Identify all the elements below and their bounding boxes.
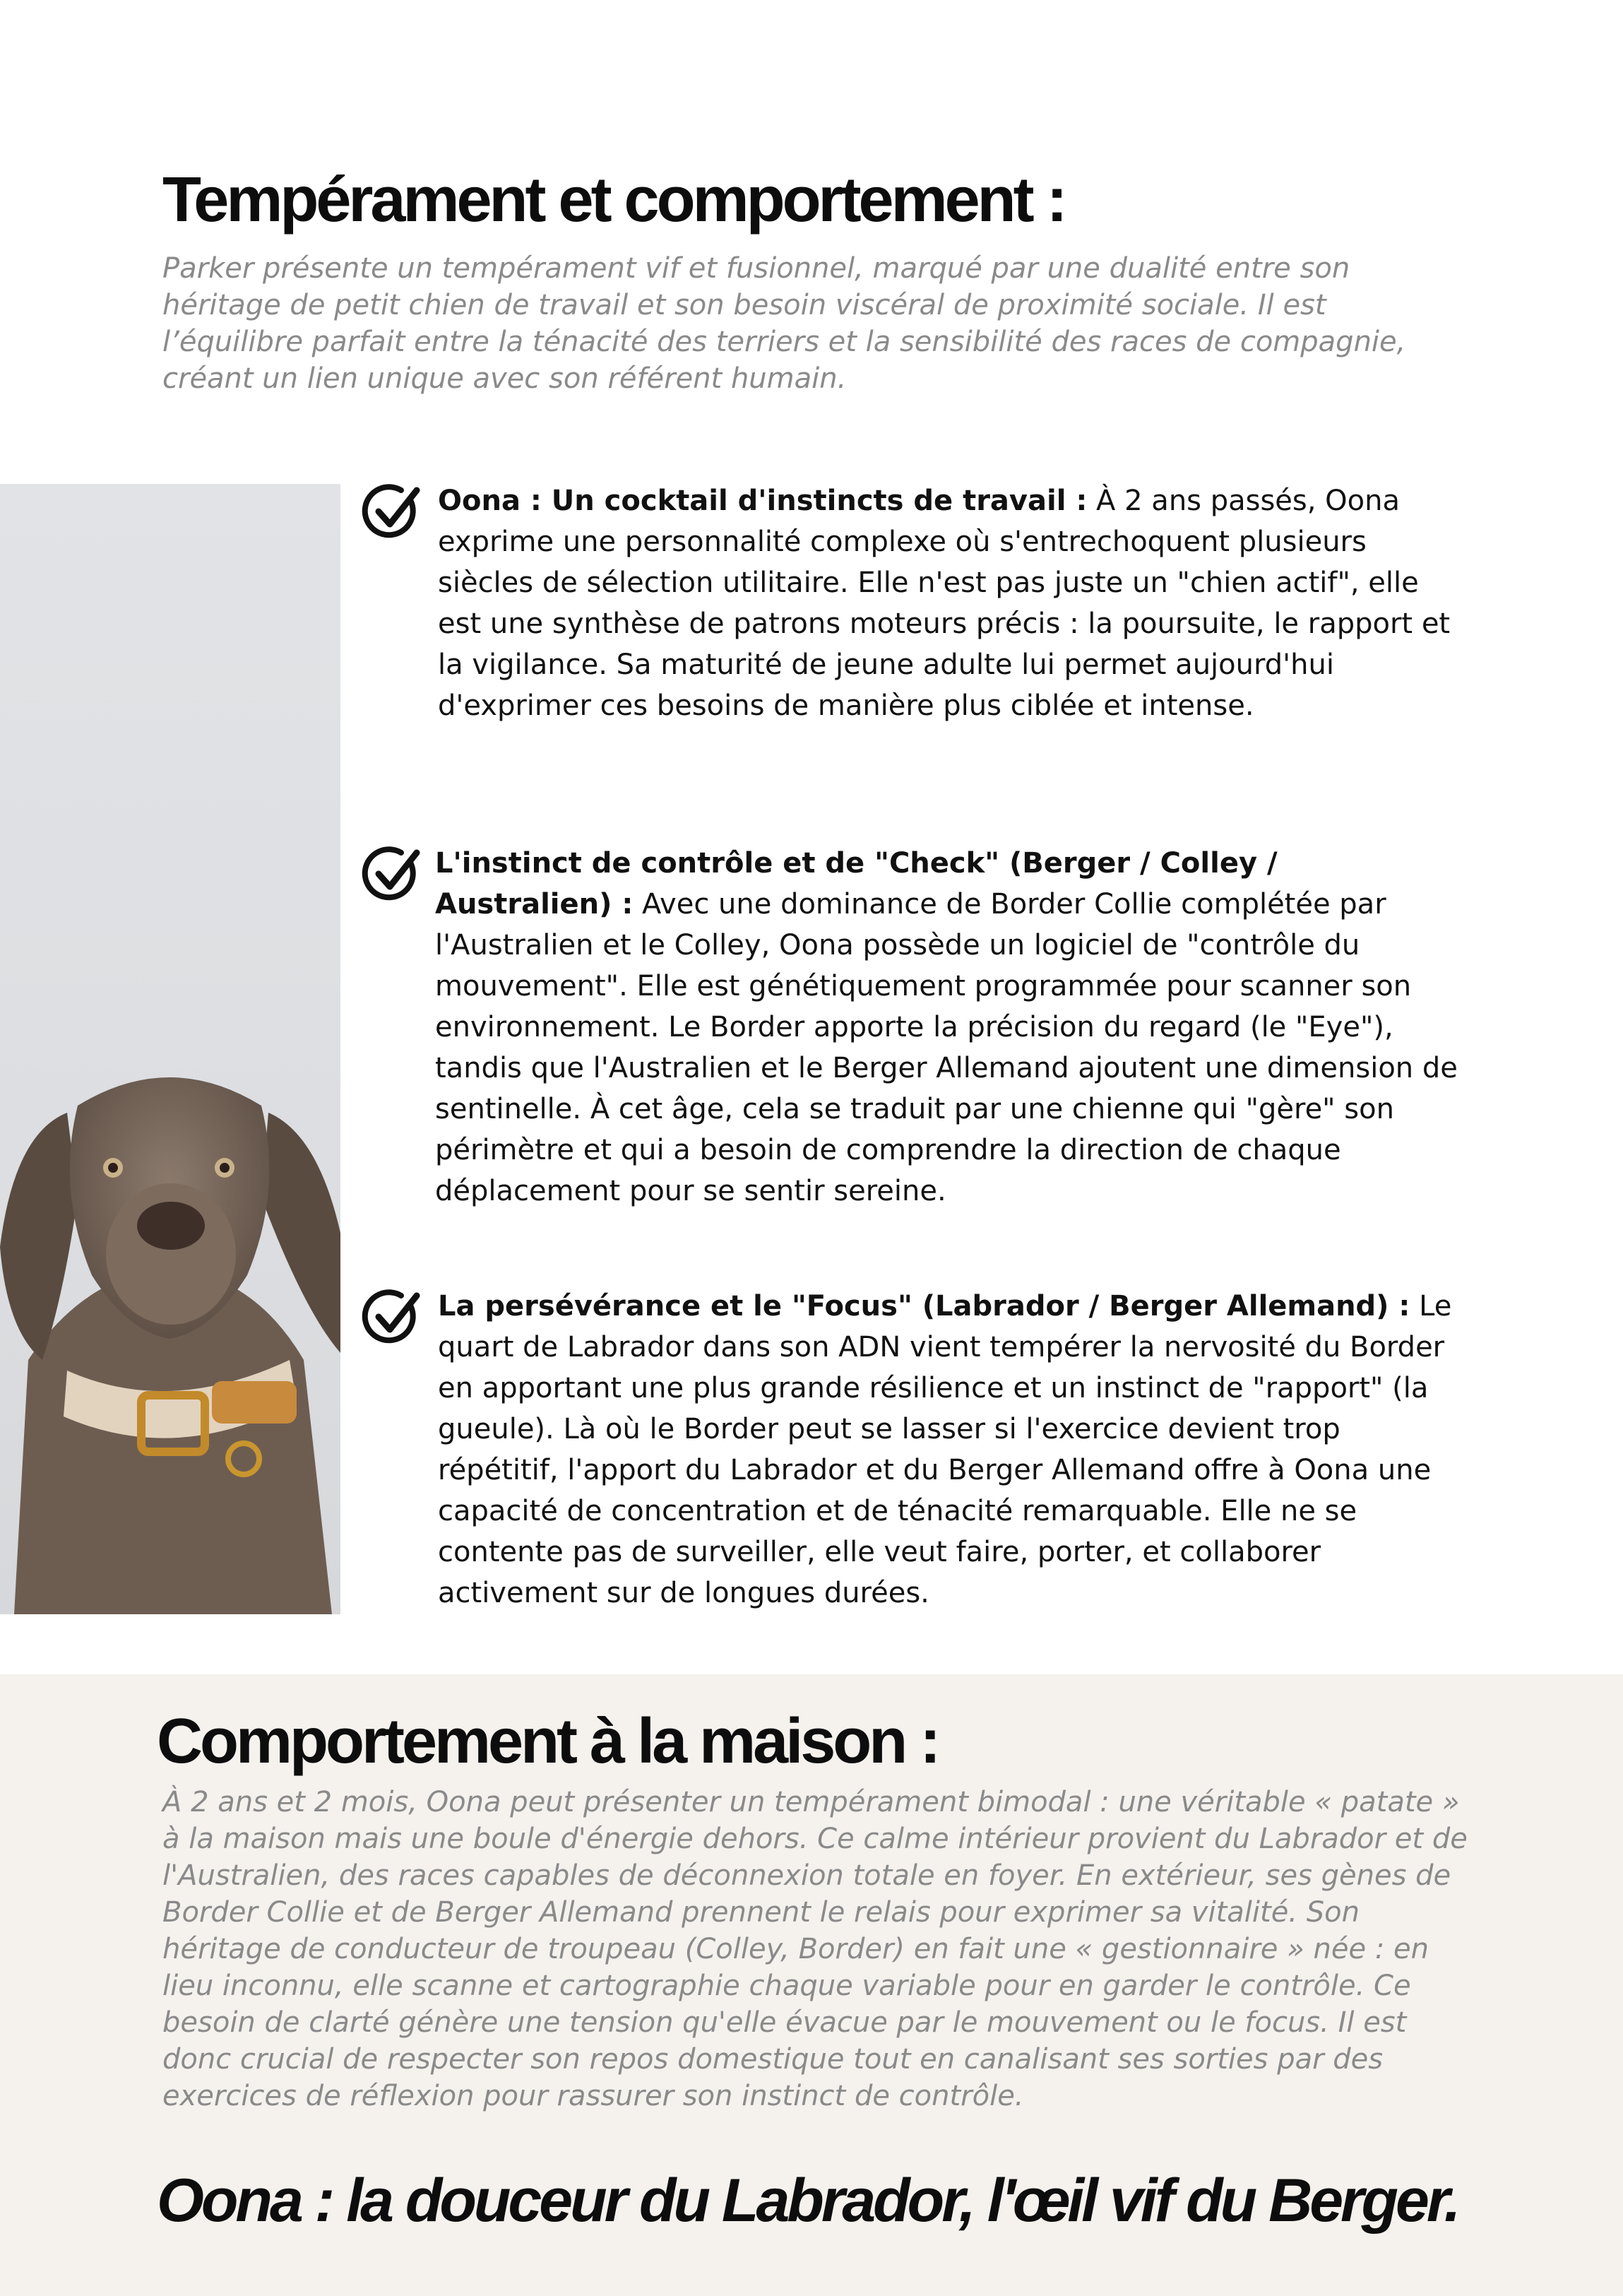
check-circle-icon xyxy=(360,843,421,904)
check-circle-icon xyxy=(360,480,421,541)
point-text xyxy=(435,843,1462,1212)
check-circle-icon xyxy=(360,1286,421,1347)
point-control-check xyxy=(360,843,1462,1212)
point-body: Avec une dominance de Border Collie complétée par l'Australien et le Colley, Oona possède un logiciel de "contrôle du mouvement". Elle est génétiquement programmée pour scanner son environnement. Le Border apporte la précision du regard (le "Eye"), tandis que l'Australien et le Berger Allemand ajoutent une dimension de sentinelle. À cet âge, cela se traduit par une chienne qui "gère" son périmètre et qui a besoin de comprendre la direction de chaque déplacement pour se sentir sereine. xyxy=(435,888,1458,1207)
dog-photo xyxy=(0,484,340,1614)
point-work-instincts xyxy=(360,480,1462,726)
tagline: Oona : la douceur du Labrador, l'œil vif du Berger. xyxy=(157,2167,1458,2235)
point-body: Le quart de Labrador dans son ADN vient tempérer la nervosité du Border en apportant une plus grande résilience et un instinct de "rapport" (la gueule). Là où le Border peut se lasser si l'exercice devient trop répétitif, l'apport du Labrador et du Berger Allemand offre à Oona une capacité de concentration et de ténacité remarquable. Elle ne se contente pas de surveiller, elle veut faire, porter, et collaborer activement sur de longues durées. xyxy=(438,1290,1452,1609)
point-perseverance-focus xyxy=(360,1286,1462,1614)
temperament-intro: Parker présente un tempérament vif et fusionnel, marqué par une dualité entre son héritage de petit chien de travail et son besoin viscéral de proximité sociale. Il est l’équilibre parfait entre la ténacité des terriers et la sensibilité des races de compagnie, créant un lien unique avec son référent humain. xyxy=(162,252,1406,395)
point-text xyxy=(438,480,1462,726)
section-title-temperament: Tempérament et comportement : xyxy=(162,165,1065,235)
point-heading: Oona : Un cocktail d'instincts de travail : xyxy=(438,485,1088,517)
point-heading: La persévérance et le "Focus" (Labrador / Berger Allemand) : xyxy=(438,1290,1410,1322)
dog-illustration xyxy=(0,484,340,1614)
home-behavior-text: À 2 ans et 2 mois, Oona peut présenter un tempérament bimodal : une véritable « patate » à la maison mais une boule d'énergie dehors. Ce calme intérieur provient du Labrador et de l'Australien, des races capables de déconnexion totale en foyer. En extérieur, ses gènes de Border Collie et de Berger Allemand prennent le relais pour exprimer sa vitalité. Son héritage de conducteur de troupeau (Colley, Border) en fait une « gestionnaire » née : en lieu inconnu, elle scanne et cartographie chaque variable pour en garder le contrôle. Ce besoin de clarté génère une tension qu'elle évacue par le mouvement ou le focus. Il est donc crucial de respecter son repos domestique tout en canalisant ses sorties par des exercices de réflexion pour rassurer son instinct de contrôle. xyxy=(162,1786,1468,2112)
point-body: À 2 ans passés, Oona exprime une personnalité complexe où s'entrechoquent plusieurs siècles de sélection utilitaire. Elle n'est pas juste un "chien actif", elle est une synthèse de patrons moteurs précis : la poursuite, le rapport et la vigilance. Sa maturité de jeune adulte lui permet aujourd'hui d'exprimer ces besoins de manière plus ciblée et intense. xyxy=(438,485,1451,722)
point-heading: L'instinct de contrôle et de "Check" (Berger / Colley / Australien) : xyxy=(435,847,1278,921)
point-text xyxy=(438,1286,1462,1614)
section-title-home: Comportement à la maison : xyxy=(157,1706,939,1777)
